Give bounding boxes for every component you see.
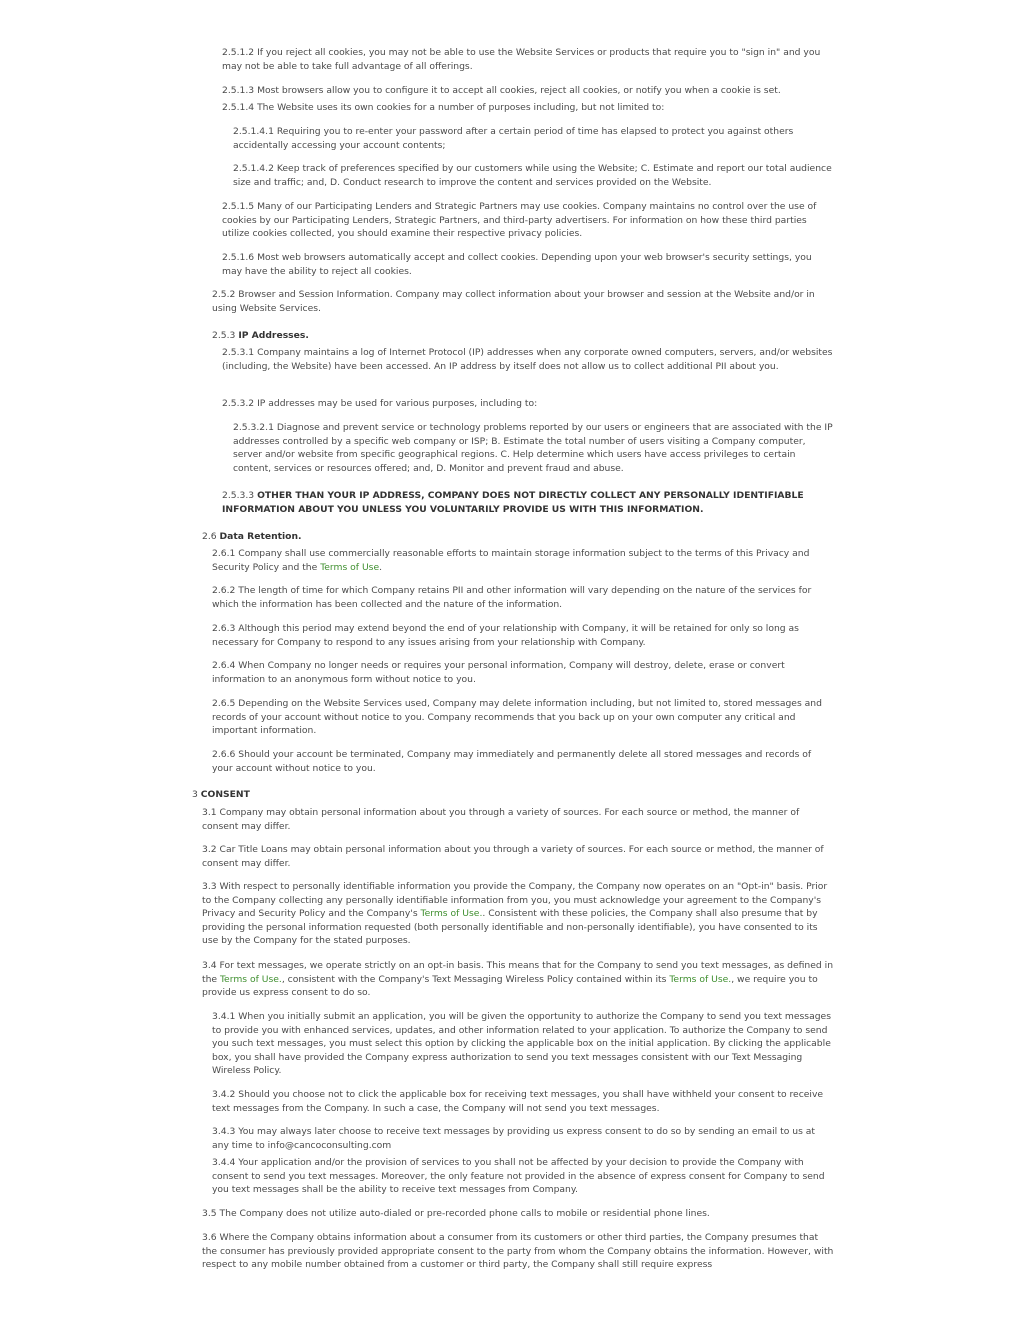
clause-text: 3.4 For text messages, we operate strictly on an opt-in basis. This means that for the Company to send you text messages, as defined in the — [202, 960, 834, 985]
clause-2-5-3-1: 2.5.3.1 Company maintains a log of Internet Protocol (IP) addresses when any corporate owned computers, servers, and/or websites (including, the Website) have been accessed. An IP address by itself does not allow us to collect additional PII about you. — [222, 347, 833, 372]
clause-2-6-1 — [212, 547, 834, 574]
clause-text: . Consistent with these policies, the Company shall also presume that by providing the personal information requested (both personally identifiable and non-personally identifiable), you have consented to its use by the Company for the stated purposes. — [202, 908, 818, 947]
clause-3-1: 3.1 Company may obtain personal information about you through a variety of sources. For each source or method, the manner of consent may differ. — [202, 807, 800, 832]
clause-text: 3.3 With respect to personally identifiable information you provide the Company, the Company now operates on an "Opt-in" basis. Prior to the Company collecting any personally identifiable information from you, you must acknowledge your agreement to the Company's Privacy and Security Policy and the Company's — [202, 881, 828, 920]
section-title: Data Retention. — [219, 531, 302, 542]
clause-2-5-1-5: 2.5.1.5 Many of our Participating Lenders and Strategic Partners may use cookies. Company maintains no control over the use of cookies by our Participating Lenders, Strategic Partners, and third-party advertisers. For information on how these third parties utilize cookies collected, you should examine their respective privacy policies. — [222, 201, 817, 240]
clause-3-5: 3.5 The Company does not utilize auto-dialed or pre-recorded phone calls to mobile or residential phone lines. — [202, 1208, 710, 1219]
clause-2-5-3-2-1: 2.5.3.2.1 Diagnose and prevent service or technology problems reported by our users or engineers that are associated with the IP addresses controlled by a specific web company or ISP; B. Estimate the total number of users visiting a Company computer, server and/or website from specific geographical regions. C. Help determine which users have access privileges to certain content, services or resources offered; and, D. Monitor and prevent fraud and abuse. — [233, 422, 833, 474]
clause-3-2: 3.2 Car Title Loans may obtain personal information about you through a variety of sources. For each source or method, the manner of consent may differ. — [202, 844, 824, 869]
clause-2-6-3: 2.6.3 Although this period may extend beyond the end of your relationship with Company, it will be retained for only so long as necessary for Company to respond to any issues arising from your relationship with Company. — [212, 623, 799, 648]
clause-2-5-3-heading — [212, 329, 834, 343]
clause-2-5-1-4-2: 2.5.1.4.2 Keep track of preferences specified by our customers while using the Website; C. Estimate and report our total audience size and traffic; and, D. Conduct research to improve the content and services provided on the Website. — [233, 163, 832, 188]
clause-text: 2.6.1 Company shall use commercially reasonable efforts to maintain storage information subject to the terms of this Privacy and Security Policy and the — [212, 548, 810, 573]
clause-2-5-3-2: 2.5.3.2 IP addresses may be used for various purposes, including to: — [222, 398, 538, 409]
clause-emphasis: OTHER THAN YOUR IP ADDRESS, COMPANY DOES NOT DIRECTLY COLLECT ANY PERSONALLY IDENTIFIABLE INFORMATION ABOUT YOU UNLESS YOU VOLUNTARILY PROVIDE US WITH THIS INFORMATION. — [222, 490, 804, 515]
clause-3-6: 3.6 Where the Company obtains information about a consumer from its customers or other third parties, the Company presumes that the consumer has previously provided appropriate consent to the party from whom the Company obtains the information. However, with respect to any mobile number obtained from a customer or third party, the Company shall still require express — [202, 1232, 834, 1271]
clause-3-4 — [202, 959, 834, 1000]
clause-3-4-3: 3.4.3 You may always later choose to receive text messages by providing us express consent to do so by sending an email to us at any time to info@cancoconsulting.com — [212, 1126, 816, 1151]
clause-2-5-1-6: 2.5.1.6 Most web browsers automatically accept and collect cookies. Depending upon your web browser's security settings, you may have the ability to reject all cookies. — [222, 252, 812, 277]
clause-2-6-heading — [202, 530, 834, 544]
clause-2-5-1-4: 2.5.1.4 The Website uses its own cookies for a number of purposes including, but not limited to: — [222, 102, 665, 113]
clause-number: 2.6 — [202, 531, 220, 542]
clause-2-6-6: 2.6.6 Should your account be terminated, Company may immediately and permanently delete all stored messages and records of your account without notice to you. — [212, 749, 812, 774]
clause-2-5-1-2: 2.5.1.2 If you reject all cookies, you may not be able to use the Website Services or products that require you to "sign in" and you may not be able to take full advantage of all offerings. — [222, 47, 821, 72]
clause-3-4-4: 3.4.4 Your application and/or the provision of services to you shall not be affected by your decision to provide the Company with consent to send you text messages. Moreover, the only feature not provided in the absence of express consent for Company to send you text messages shall be the ability to receive text messages from Company. — [212, 1157, 825, 1196]
clause-text: . — [379, 561, 383, 573]
section-title: CONSENT — [200, 789, 250, 800]
terms-of-use-link[interactable]: Terms of Use. — [669, 973, 732, 985]
clause-2-5-2: 2.5.2 Browser and Session Information. Company may collect information about your browser and session at the Website and/or in using Website Services. — [212, 289, 815, 314]
section-3-heading — [192, 788, 834, 802]
terms-of-use-link[interactable]: Terms of Use — [320, 561, 380, 573]
clause-3-3 — [202, 880, 834, 948]
clause-2-5-1-4-1: 2.5.1.4.1 Requiring you to re-enter your password after a certain period of time has elapsed to protect you against others accidentally accessing your account contents; — [233, 126, 794, 151]
clause-2-5-3-3 — [222, 489, 834, 516]
clause-3-4-1: 3.4.1 When you initially submit an application, you will be given the opportunity to authorize the Company to send you text messages to provide you with enhanced services, updates, and other information related to your application. To authorize the Company to send you such text messages, you must select this option by clicking the applicable box on the initial application. By clicking the applicable box, you shall have provided the Company express authorization to send you text messages consistent with our Text Messaging Wireless Policy. — [212, 1011, 831, 1077]
clause-number: 2.5.3 — [212, 330, 239, 341]
clause-number: 3 — [192, 789, 201, 800]
clause-2-5-1-3: 2.5.1.3 Most browsers allow you to configure it to accept all cookies, reject all cookies, or notify you when a cookie is set. — [222, 85, 781, 96]
clause-3-4-2: 3.4.2 Should you choose not to click the applicable box for receiving text messages, you shall have withheld your consent to receive text messages from the Company. In such a case, the Company will not send you text messages. — [212, 1089, 824, 1114]
clause-text: , we require you to provide us express consent to do so. — [202, 973, 818, 999]
clause-2-6-4: 2.6.4 When Company no longer needs or requires your personal information, Company will destroy, delete, erase or convert information to an anonymous form without notice to you. — [212, 660, 785, 685]
section-title: IP Addresses. — [238, 330, 309, 341]
clause-text: , consistent with the Company's Text Messaging Wireless Policy contained within its — [281, 973, 670, 985]
terms-of-use-link[interactable]: Terms of Use. — [420, 908, 483, 920]
clause-2-6-5: 2.6.5 Depending on the Website Services used, Company may delete information including, but not limited to, stored messages and records of your account without notice to you. Company recommends that you back up on your own computer any critical and important information. — [212, 698, 822, 737]
terms-of-use-link[interactable]: Terms of Use. — [220, 973, 282, 985]
clause-number: 2.5.3.3 — [222, 490, 258, 501]
clause-2-6-2: 2.6.2 The length of time for which Company retains PII and other information will vary depending on the nature of the services for which the information has been collected and the nature of the information. — [212, 585, 812, 610]
